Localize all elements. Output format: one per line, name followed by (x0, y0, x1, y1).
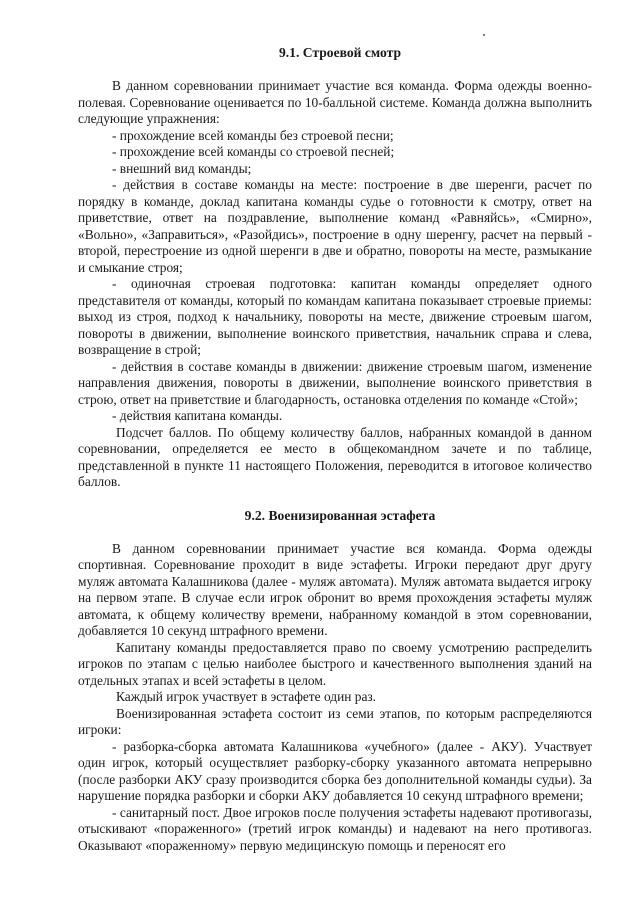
section-2-item: - разборка-сборка автомата Калашникова «учебного» (далее - АКУ). Участвует один игрок, который осуществляет разборку-сборку указанного автомата непрерывно (после разборки АКУ сразу производится сборка без дополнительной команды судьи). За нарушение порядка разборки и сборки АКУ добавляется 10 секунд штрафного времени; (78, 738, 592, 803)
section-2-captain: Капитану команды предоставляется право по своему усмотрению распределить игроков по этапам с целью наиболее быстрого и качественного выполнения зданий на отдельных этапах и всей эстафеты в целом. (78, 639, 592, 688)
document-body (78, 44, 592, 854)
section-1-item: - внешний вид команды; (112, 160, 252, 176)
section-1-title: 9.1. Строевой смотр (278, 45, 402, 60)
section-2-item: - санитарный пост. Двое игроков после получения эстафеты надевают противогазы, отыскивают «пораженного» (третий игрок команды) и надевают на него противогаз. Оказывают «пораженному» первую медицинскую помощь и переносят его (78, 804, 592, 853)
scan-speck (483, 34, 485, 36)
section-1-item: - прохождение всей команды со строевой песней; (112, 144, 395, 159)
section-1-item: - прохождение всей команды без строевой песни; (112, 127, 394, 143)
section-2-each: Каждый игрок участвует в эстафете один раз. (116, 689, 377, 704)
section-1-item: - действия капитана команды. (112, 408, 283, 423)
section-1-scoring: Подсчет баллов. По общему количеству баллов, набранных командой в данном соревновании, определяется ее место в общекомандном зачете и по таблице, представленной в пункте 11 настоящего Положения, переводится в итоговое количество баллов. (78, 424, 592, 489)
section-1-intro: В данном соревновании принимает участие вся команда. Форма одежды военно-полевая. Соревнование оценивается по 10-балльной системе. Команда должна выполнить следующие упражнения: (78, 78, 592, 126)
section-2-stages: Военизированная эстафета состоит из семи этапов, по которым распределяются игроки: (78, 705, 592, 737)
section-1-item: - действия в составе команды в движении: движение строевым шагом, изменение направления движения, повороты в движении, выполнение воинского приветствия в строю, ответ на приветствие и благодарность, остановка отделения по команде «Стой»; (78, 358, 592, 407)
section-1-item: - одиночная строевая подготовка: капитан команды определяет одного представителя от команды, который по командам капитана показывает строевые приемы: выход из строя, подход к начальнику, повороты на месте, движение строевым шагом, повороты в движении, выполнение воинского приветствия, начальник справа и слева, возвращение в строй; (78, 276, 592, 357)
section-2-intro: В данном соревновании принимает участие вся команда. Форма одежды спортивная. Соревнование проходит в виде эстафеты. Игроки передают друг другу муляж автомата Калашникова (далее - муляж автомата). Муляж автомата выдается игроку на первом этапе. В случае если игрок обронит во время прохождения эстафеты муляж автомата, к общему количеству времени, набранному командой в этом соревновании, добавляется 10 секунд штрафного времени. (78, 540, 592, 638)
section-2-title: 9.2. Военизированная эстафета (244, 507, 436, 523)
section-1-item: - действия в составе команды на месте: построение в две шеренги, расчет по порядку в команде, доклад капитана команды судье о готовности к смотру, ответ на приветствие, ответ на поздравление, выполнение команд «Равняйсь», «Смирно», «Вольно», «Заправиться», «Разойдись», построение в одну шеренгу, расчет на первый - второй, перестроение из одной шеренги в две и обратно, повороты на месте, размыкание и смыкание строя; (78, 177, 592, 275)
